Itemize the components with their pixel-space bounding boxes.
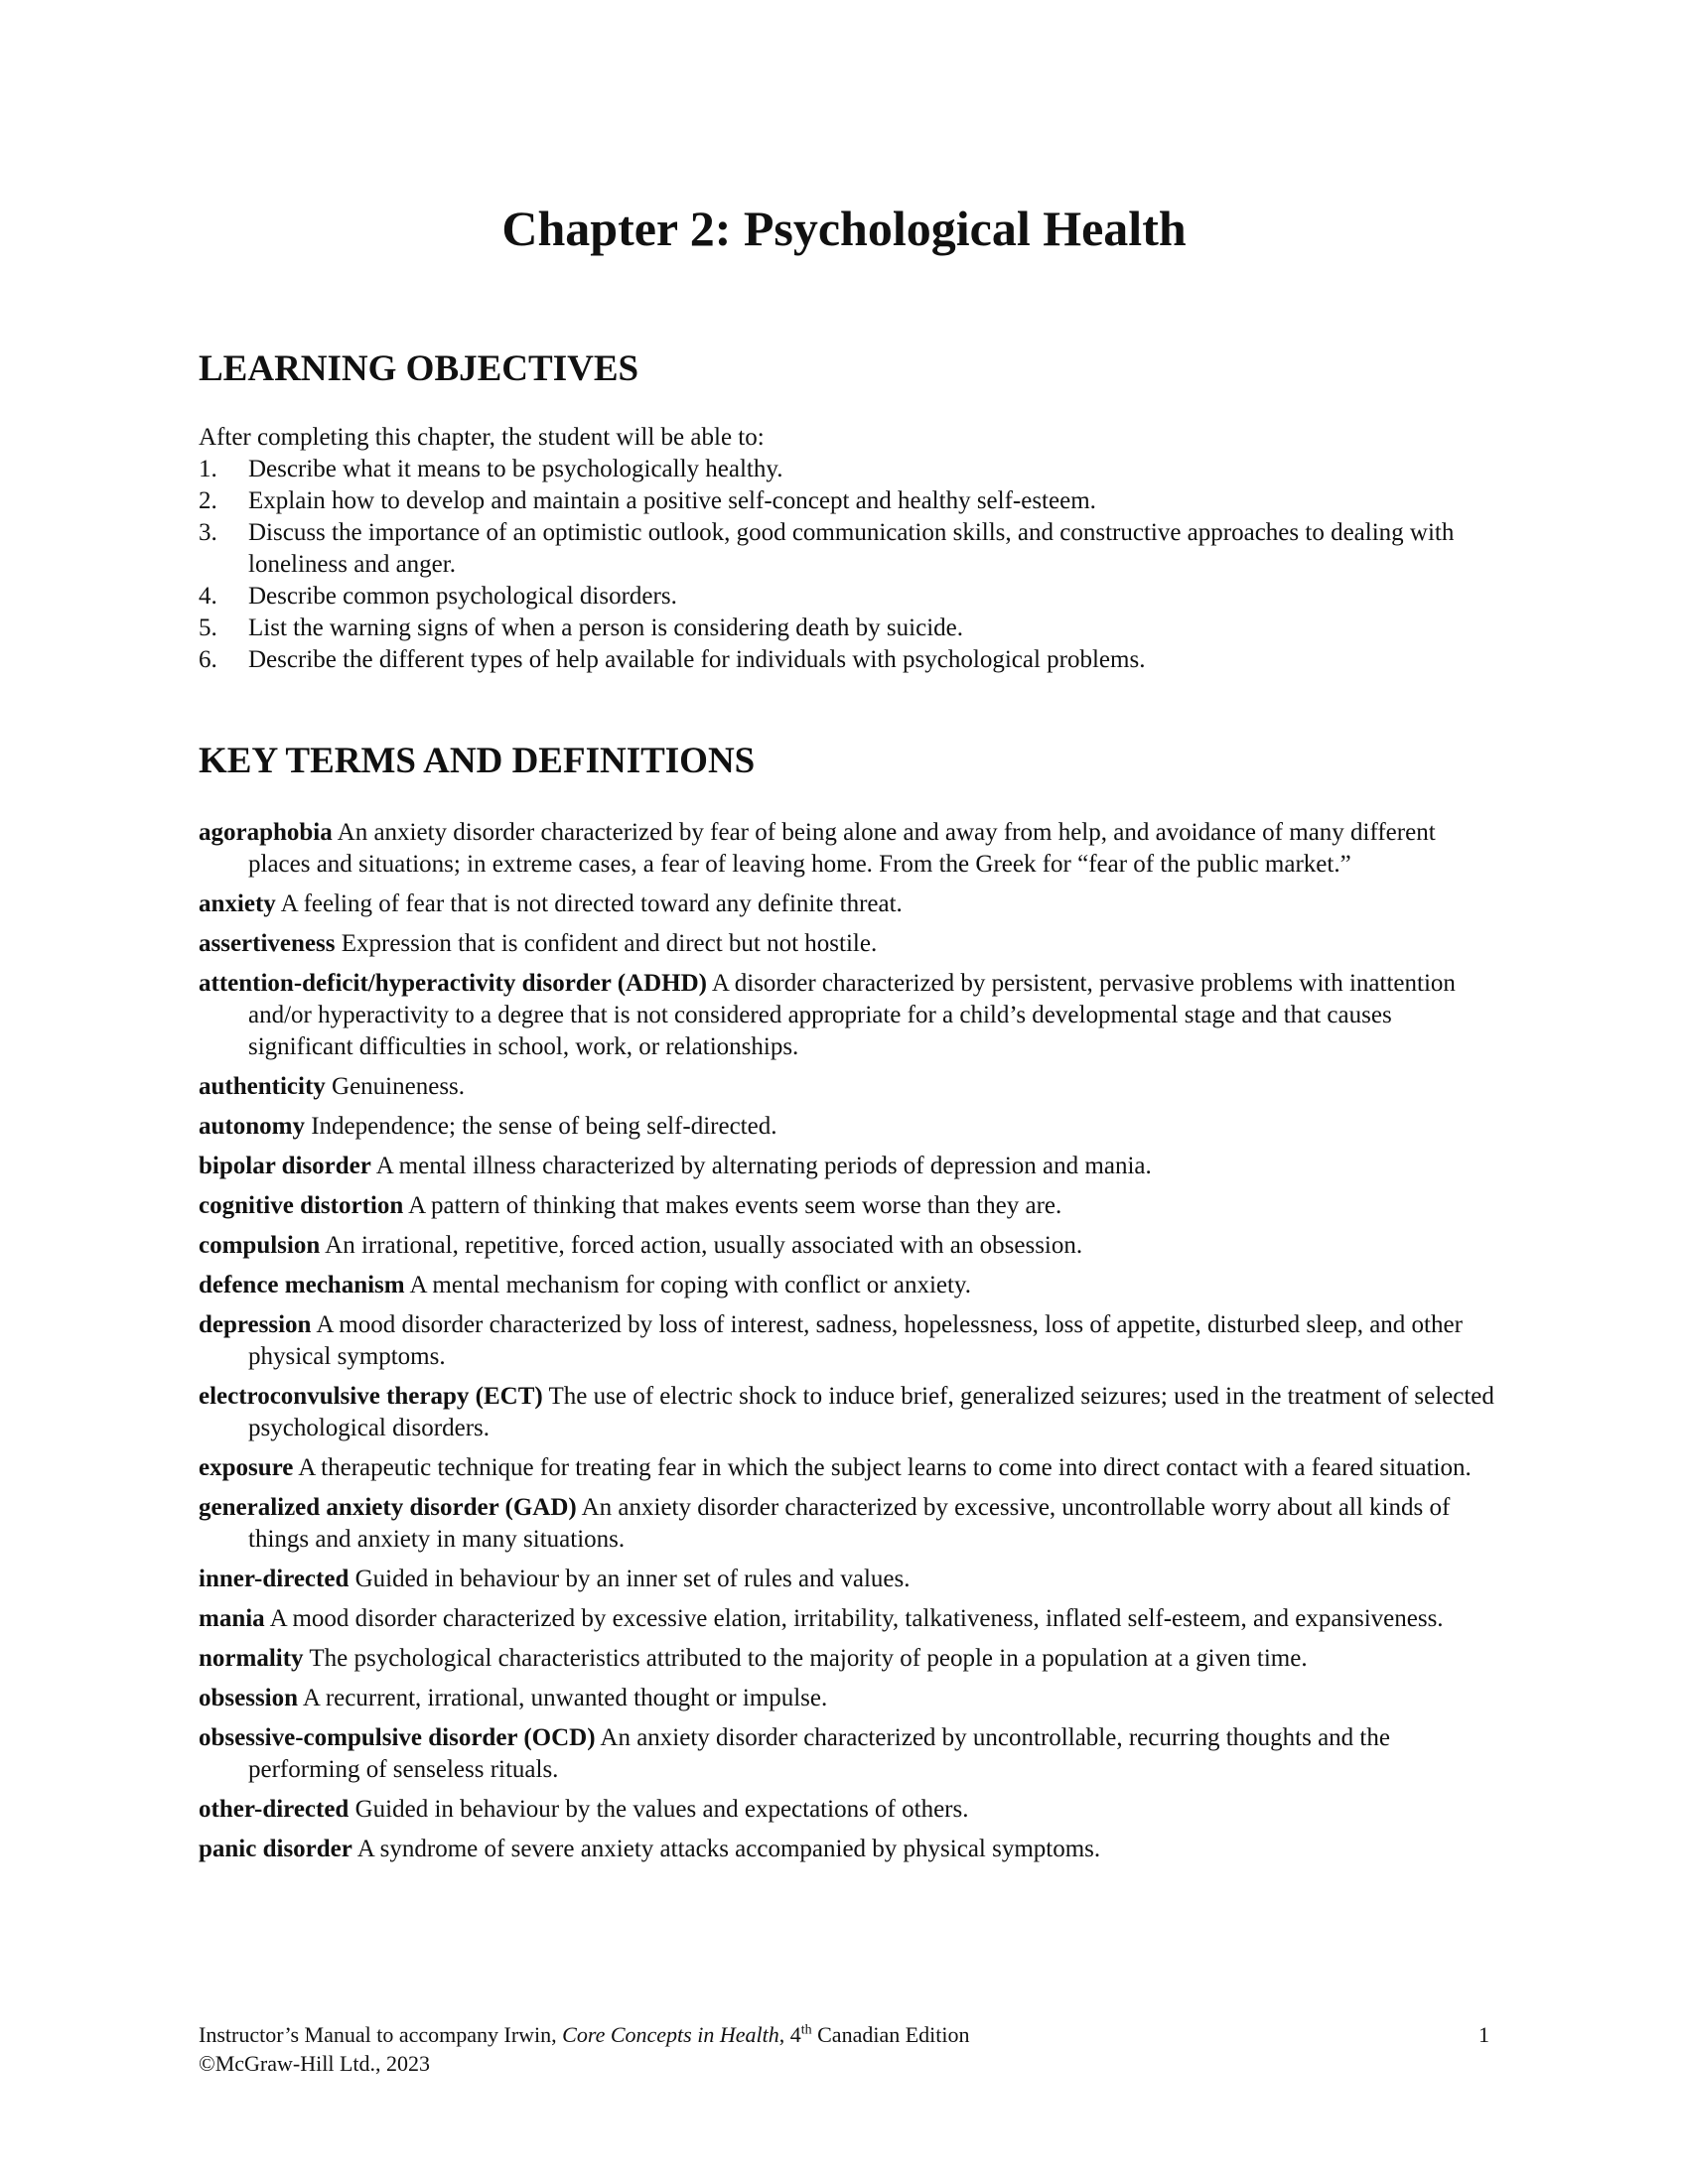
- objective-number: 6.: [199, 646, 217, 673]
- term-definition: An anxiety disorder characterized by uncontrollable, recurring thoughts and the performing of senseless rituals.: [248, 1724, 1390, 1783]
- term-definition: A recurrent, irrational, unwanted thought or impulse.: [302, 1685, 828, 1711]
- term-entry: [199, 1270, 1499, 1301]
- key-terms-heading: KEY TERMS AND DEFINITIONS: [199, 741, 756, 781]
- objective-text: Explain how to develop and maintain a positive self-concept and healthy self-esteem.: [248, 487, 1096, 514]
- term-definition: A mood disorder characterized by loss of interest, sadness, hopelessness, loss of appetite, disturbed sleep, and other physical symptoms.: [248, 1311, 1463, 1370]
- chapter-title: Chapter 2: Psychological Health: [501, 201, 1187, 256]
- term-name: anxiety: [199, 890, 276, 917]
- term-name: depression: [199, 1311, 312, 1338]
- learning-objectives-intro: After completing this chapter, the student will be able to:: [199, 424, 765, 451]
- term-name: authenticity: [199, 1073, 326, 1100]
- objective-number: 2.: [199, 487, 217, 514]
- term-name: assertiveness: [199, 930, 336, 957]
- learning-objectives-section: [199, 422, 1489, 676]
- footer-citation: [199, 2020, 1489, 2049]
- term-definition: A mental mechanism for coping with conflict or anxiety.: [409, 1272, 972, 1298]
- objective-text: Describe common psychological disorders.: [248, 583, 677, 610]
- term-definition: A mood disorder characterized by excessive elation, irritability, talkativeness, inflated self-esteem, and expansiveness.: [269, 1605, 1444, 1632]
- term-definition: Genuineness.: [332, 1073, 466, 1100]
- footer-edition-pre: , 4: [778, 2022, 801, 2047]
- term-name: panic disorder: [199, 1836, 352, 1862]
- term-definition: An irrational, repetitive, forced action, usually associated with an obsession.: [325, 1232, 1083, 1259]
- objective-text: Describe the different types of help available for individuals with psychological problems.: [248, 646, 1146, 673]
- term-definition: The use of electric shock to induce brief, generalized seizures; used in the treatment of selected psychological disorders.: [248, 1383, 1494, 1441]
- term-name: attention-deficit/hyperactivity disorder (ADHD): [199, 970, 707, 997]
- term-entry: [199, 968, 1499, 1063]
- term-name: compulsion: [199, 1232, 321, 1259]
- objective-text: Discuss the importance of an optimistic outlook, good communication skills, and constructive approaches to dealing with loneliness and anger.: [248, 519, 1455, 578]
- term-entry: [199, 1230, 1499, 1262]
- term-name: inner-directed: [199, 1566, 350, 1592]
- objective-item: [199, 454, 1489, 485]
- term-name: defence mechanism: [199, 1272, 405, 1298]
- term-name: obsession: [199, 1685, 299, 1711]
- term-entry: [199, 1452, 1499, 1484]
- learning-objectives-list: [199, 454, 1489, 676]
- term-name: cognitive distortion: [199, 1192, 404, 1219]
- term-name: electroconvulsive therapy (ECT): [199, 1383, 543, 1410]
- objective-text: List the warning signs of when a person is considering death by suicide.: [248, 614, 963, 641]
- term-name: autonomy: [199, 1113, 305, 1140]
- term-entry: [199, 1834, 1499, 1865]
- term-name: generalized anxiety disorder (GAD): [199, 1494, 577, 1521]
- term-entry: [199, 1151, 1499, 1182]
- term-entry: [199, 1381, 1499, 1444]
- term-entry: [199, 1643, 1499, 1675]
- term-definition: The psychological characteristics attributed to the majority of people in a population at a given time.: [309, 1645, 1308, 1672]
- learning-objectives-heading: LEARNING OBJECTIVES: [199, 348, 639, 389]
- term-name: mania: [199, 1605, 265, 1632]
- page-footer: [199, 2020, 1489, 2078]
- objective-item: [199, 644, 1489, 676]
- term-definition: A feeling of fear that is not directed toward any definite threat.: [280, 890, 903, 917]
- objective-number: 1.: [199, 456, 217, 482]
- term-name: other-directed: [199, 1796, 350, 1823]
- term-definition: A pattern of thinking that makes events seem worse than they are.: [408, 1192, 1062, 1219]
- objective-item: [199, 581, 1489, 613]
- term-entry: [199, 1111, 1499, 1143]
- objective-number: 3.: [199, 519, 217, 546]
- footer-book-title: Core Concepts in Health: [562, 2022, 779, 2047]
- term-entry: [199, 1190, 1499, 1222]
- term-name: agoraphobia: [199, 819, 333, 846]
- term-name: exposure: [199, 1454, 294, 1481]
- term-entry: [199, 888, 1499, 920]
- term-name: obsessive-compulsive disorder (OCD): [199, 1724, 596, 1751]
- term-definition: Independence; the sense of being self-directed.: [311, 1113, 777, 1140]
- term-definition: An anxiety disorder characterized by excessive, uncontrollable worry about all kinds of things and anxiety in many situations.: [248, 1494, 1451, 1553]
- term-definition: A disorder characterized by persistent, pervasive problems with inattention and/or hyperactivity to a degree that is not considered appropriate for a child’s developmental stage and that causes significant difficulties in school, work, or relationships.: [248, 970, 1456, 1060]
- term-entry: [199, 1794, 1499, 1826]
- term-definition: A therapeutic technique for treating fear in which the subject learns to come into direct contact with a feared situation.: [298, 1454, 1472, 1481]
- term-definition: An anxiety disorder characterized by fear of being alone and away from help, and avoidance of many different places and situations; in extreme cases, a fear of leaving home. From the Greek for “fear of the public market.”: [248, 819, 1436, 878]
- objective-text: Describe what it means to be psychologically healthy.: [248, 456, 783, 482]
- footer-edition-sup: th: [800, 2022, 812, 2038]
- objective-number: 4.: [199, 583, 217, 610]
- term-entry: [199, 1722, 1499, 1786]
- term-entry: [199, 1683, 1499, 1714]
- term-entry: [199, 1071, 1499, 1103]
- objective-item: [199, 517, 1489, 581]
- objective-item: [199, 485, 1489, 517]
- key-terms-list: [199, 817, 1499, 1865]
- term-definition: Guided in behaviour by the values and expectations of others.: [354, 1796, 969, 1823]
- objective-item: [199, 613, 1489, 644]
- footer-copyright: ©McGraw-Hill Ltd., 2023: [199, 2051, 431, 2076]
- term-entry: [199, 1309, 1499, 1373]
- term-entry: [199, 817, 1499, 881]
- term-entry: [199, 1492, 1499, 1556]
- footer-prefix: Instructor’s Manual to accompany Irwin,: [199, 2022, 563, 2047]
- term-name: bipolar disorder: [199, 1153, 371, 1179]
- term-entry: [199, 1564, 1499, 1595]
- term-definition: A syndrome of severe anxiety attacks accompanied by physical symptoms.: [356, 1836, 1101, 1862]
- term-entry: [199, 928, 1499, 960]
- key-terms-section: [199, 817, 1499, 1873]
- page-number: 1: [1478, 2022, 1489, 2047]
- term-definition: A mental illness characterized by alternating periods of depression and mania.: [375, 1153, 1152, 1179]
- term-name: normality: [199, 1645, 304, 1672]
- footer-edition-post: Canadian Edition: [811, 2022, 970, 2047]
- term-entry: [199, 1603, 1499, 1635]
- term-definition: Guided in behaviour by an inner set of rules and values.: [354, 1566, 911, 1592]
- term-definition: Expression that is confident and direct but not hostile.: [341, 930, 878, 957]
- objective-number: 5.: [199, 614, 217, 641]
